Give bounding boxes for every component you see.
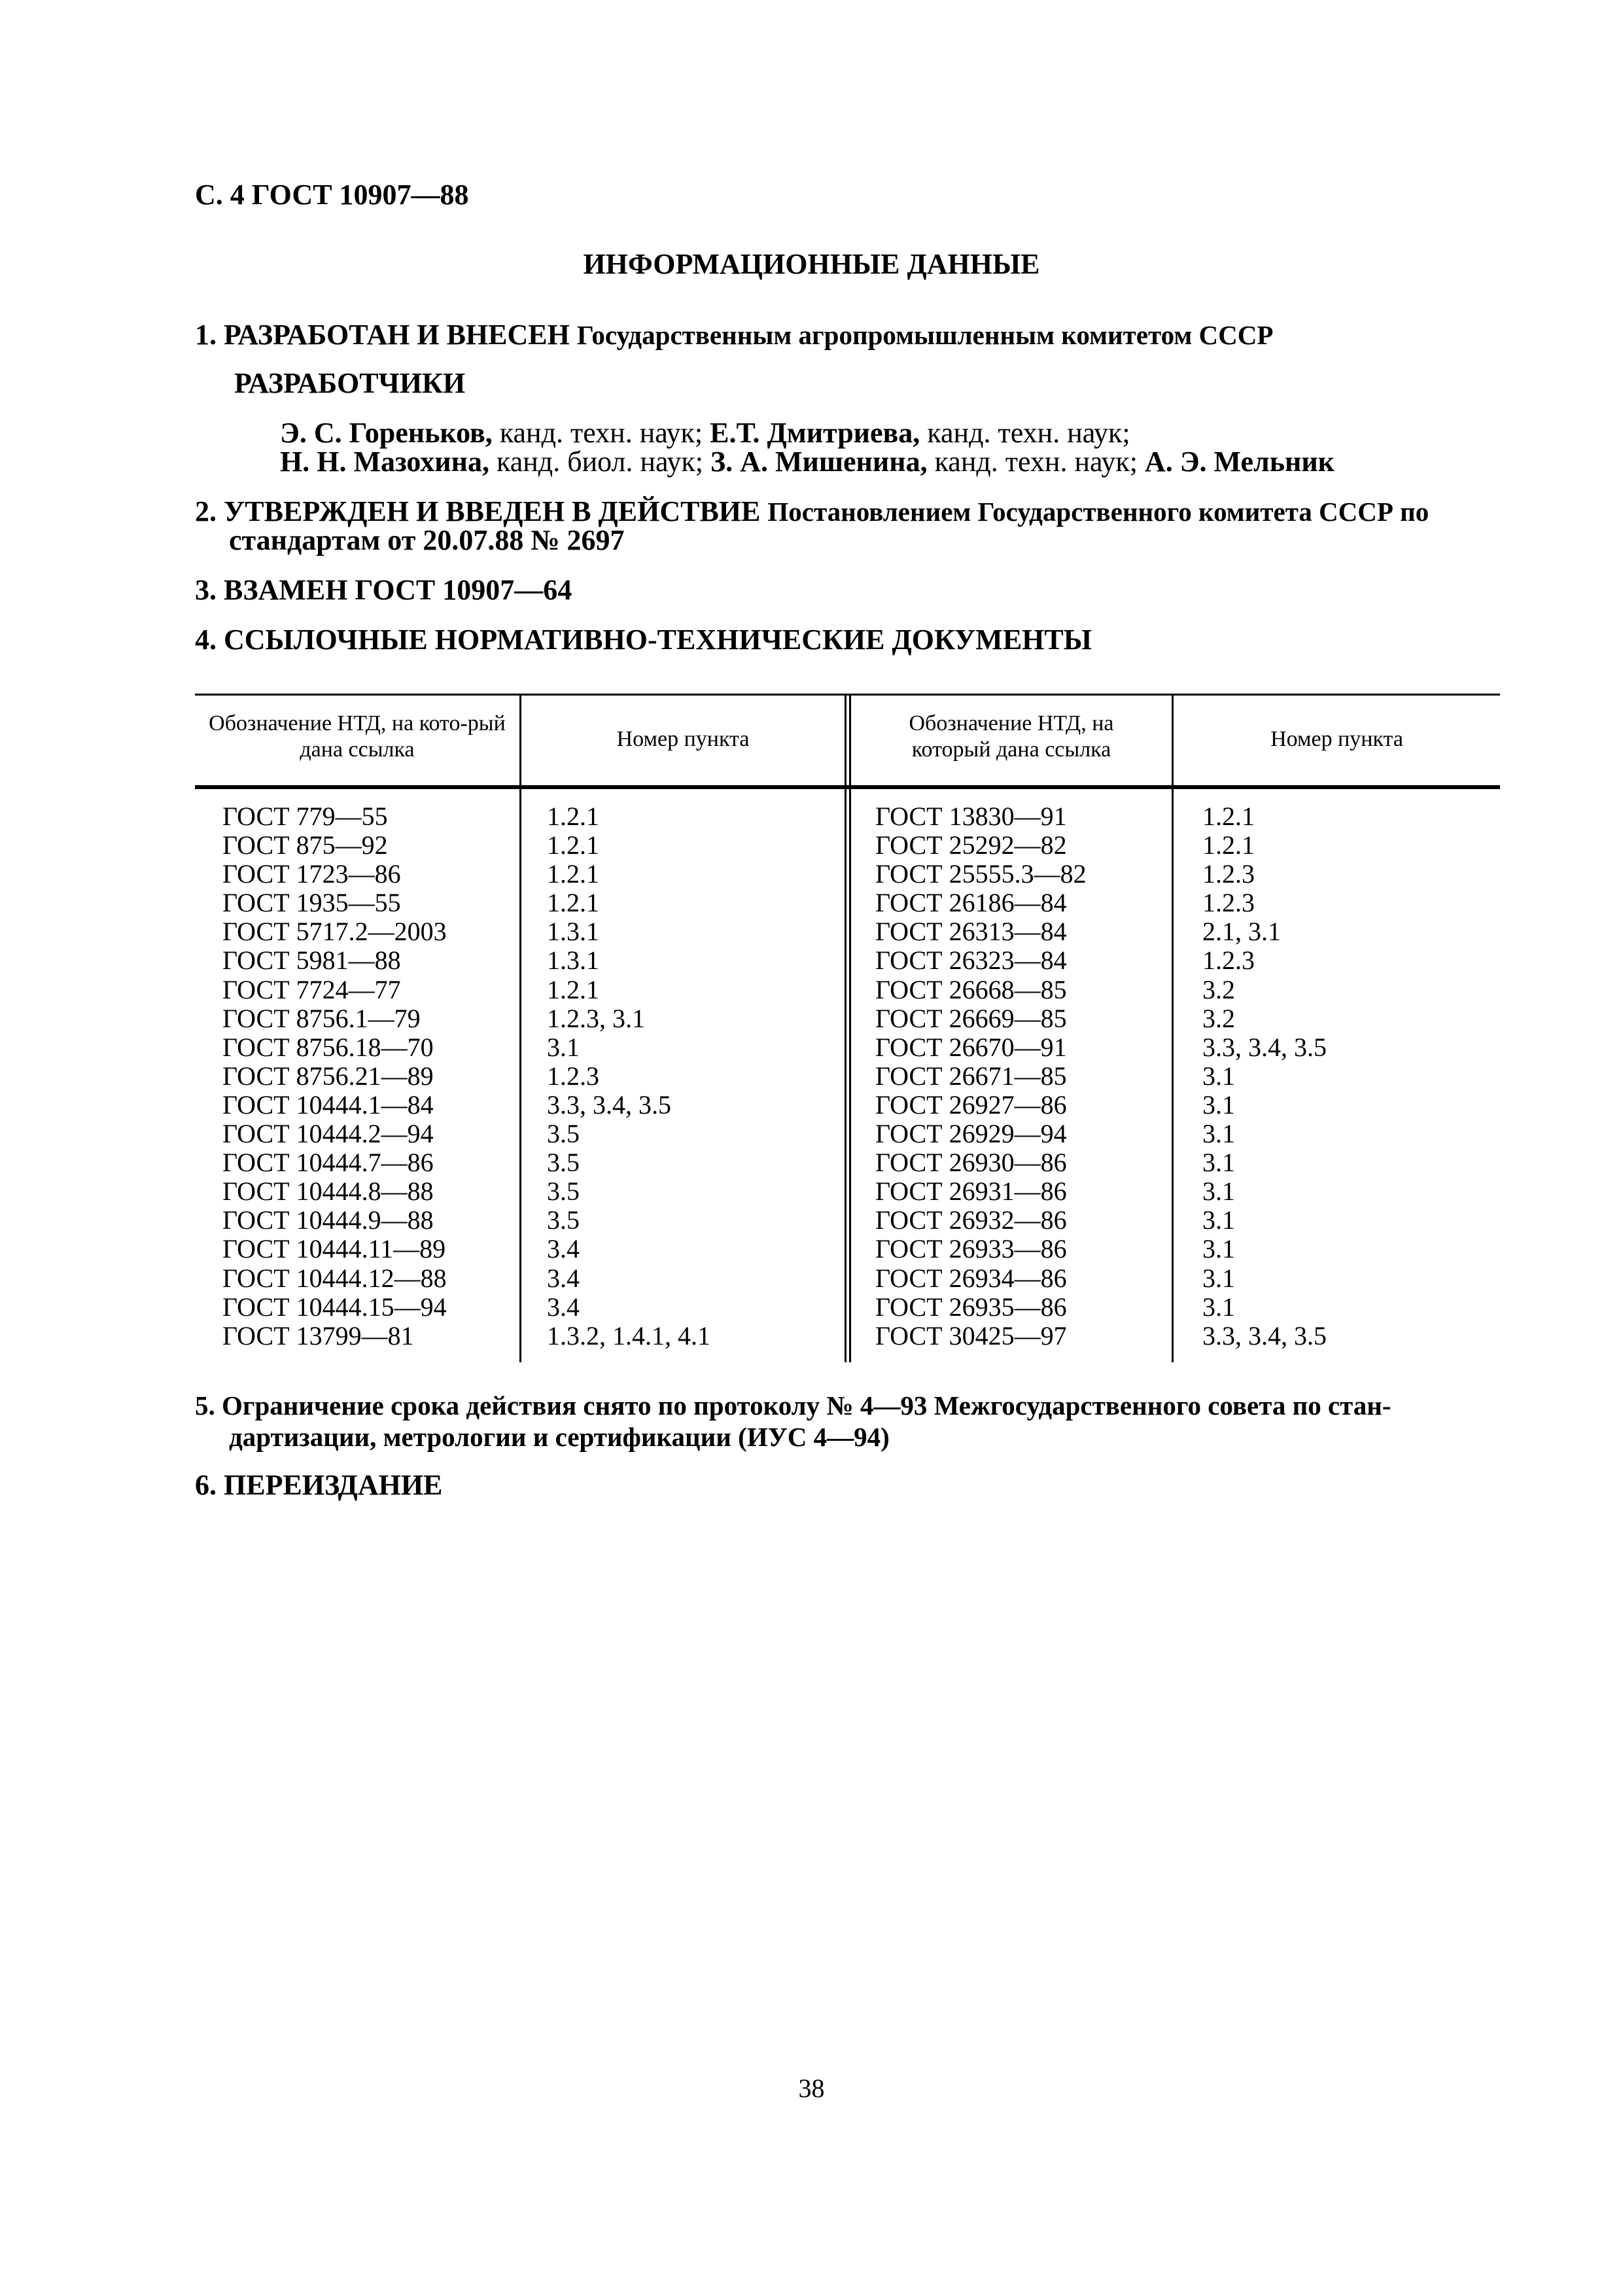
table-cell-num: 3.1 (1202, 1148, 1235, 1178)
developer-degree: канд. биол. наук; (497, 446, 703, 478)
table-cell-num: 1.2.1 (547, 859, 599, 889)
page-title: ИНФОРМАЦИОННЫЕ ДАННЫЕ (583, 248, 1040, 280)
table-cell-ntd: ГОСТ 10444.15—94 (222, 1292, 447, 1322)
header-num-right: Номер пункта (1270, 727, 1403, 751)
table-cell-ntd: ГОСТ 10444.1—84 (222, 1089, 434, 1120)
item-2-text-cont: стандартам от 20.07.88 № 2697 (229, 524, 625, 556)
table-cell-ntd: ГОСТ 26935—86 (875, 1292, 1067, 1322)
table-cell-ntd: ГОСТ 25555.3—82 (875, 859, 1087, 889)
table-cell-num: 1.2.3 (1202, 859, 1255, 889)
table-cell-num: 3.3, 3.4, 3.5 (1202, 1032, 1327, 1062)
table-cell-num: 3.2 (1202, 1003, 1235, 1033)
developer-name: А. Э. Мельник (1144, 446, 1335, 478)
item-5-line-2: дартизации, метрологии и сертификации (ИУС 4—94) (229, 1422, 890, 1452)
item-2-label: 2. УТВЕРЖДЕН И ВВЕДЕН В ДЕЙСТВИЕ (195, 495, 761, 527)
developer-degree: канд. техн. наук; (934, 446, 1138, 478)
table-cell-ntd: ГОСТ 10444.7—86 (222, 1148, 434, 1178)
table-cell-ntd: ГОСТ 26932—86 (875, 1205, 1067, 1235)
table-cell-num: 3.1 (1202, 1089, 1235, 1120)
table-cell-num: 1.3.2, 1.4.1, 4.1 (547, 1320, 710, 1351)
table-cell-ntd: ГОСТ 10444.12—88 (222, 1263, 447, 1293)
item-1-label: 1. РАЗРАБОТАН И ВНЕСЕН (195, 319, 570, 351)
column-left-docs (222, 802, 447, 1351)
table-cell-ntd: ГОСТ 8756.1—79 (222, 1003, 421, 1033)
table-cell-num: 3.1 (1202, 1234, 1235, 1264)
column-left-nums (547, 802, 710, 1351)
item-1 (195, 318, 1273, 351)
table-cell-ntd: ГОСТ 779—55 (222, 802, 388, 831)
table-cell-num: 3.1 (1202, 1263, 1235, 1293)
header-num-left: Номер пункта (616, 727, 750, 751)
table-cell-ntd: ГОСТ 8756.21—89 (222, 1061, 434, 1091)
table-cell-num: 3.1 (1202, 1176, 1235, 1207)
column-divider (845, 694, 846, 1362)
table-cell-num: 3.5 (547, 1176, 580, 1207)
table-cell-num: 3.1 (1202, 1119, 1235, 1149)
table-cell-ntd: ГОСТ 30425—97 (875, 1320, 1067, 1351)
table-cell-ntd: ГОСТ 26323—84 (875, 945, 1067, 976)
table-cell-ntd: ГОСТ 875—92 (222, 830, 388, 860)
reference-table (195, 694, 1500, 1362)
table-cell-num: 1.2.1 (1202, 830, 1255, 860)
table-cell-ntd: ГОСТ 5981—88 (222, 945, 401, 976)
table-cell-num: 1.2.1 (547, 974, 599, 1004)
table-cell-ntd: ГОСТ 1723—86 (222, 859, 401, 889)
table-cell-ntd: ГОСТ 26931—86 (875, 1176, 1067, 1207)
table-cell-num: 3.5 (547, 1205, 580, 1235)
developer-name: Э. С. Гореньков, (280, 417, 493, 449)
table-cell-ntd: ГОСТ 25292—82 (875, 830, 1067, 860)
table-cell-num: 1.2.3 (547, 1061, 599, 1091)
table-cell-ntd: ГОСТ 13799—81 (222, 1320, 414, 1351)
table-cell-ntd: ГОСТ 26670—91 (875, 1032, 1067, 1062)
developer-name: З. А. Мишенина, (710, 446, 928, 478)
table-cell-ntd: ГОСТ 10444.2—94 (222, 1119, 434, 1149)
table-cell-ntd: ГОСТ 13830—91 (875, 802, 1067, 831)
developers-heading: РАЗРАБОТЧИКИ (234, 367, 466, 399)
header-ntd-right: Обозначение НТД, на который дана ссылка (909, 711, 1114, 762)
table-cell-num: 1.2.1 (547, 802, 599, 831)
table-cell-num: 1.2.3 (1202, 888, 1255, 918)
developer-degree: канд. техн. наук; (927, 417, 1130, 449)
table-cell-ntd: ГОСТ 10444.11—89 (222, 1234, 446, 1264)
column-divider (519, 694, 521, 1362)
table-cell-ntd: ГОСТ 26186—84 (875, 888, 1067, 918)
table-cell-ntd: ГОСТ 26933—86 (875, 1234, 1067, 1264)
item-1-text: Государственным агропромышленным комитетом СССР (576, 320, 1274, 350)
table-cell-ntd: ГОСТ 26930—86 (875, 1148, 1067, 1178)
column-right-nums (1202, 802, 1327, 1351)
item-2-text: Постановлением Государственного комитета СССР по (767, 497, 1429, 527)
table-cell-ntd: ГОСТ 10444.9—88 (222, 1205, 434, 1235)
table-cell-num: 3.1 (1202, 1205, 1235, 1235)
table-cell-ntd: ГОСТ 10444.8—88 (222, 1176, 434, 1207)
table-cell-ntd: ГОСТ 26669—85 (875, 1003, 1067, 1033)
table-cell-num: 3.5 (547, 1148, 580, 1178)
table-cell-num: 3.5 (547, 1119, 580, 1149)
table-cell-ntd: ГОСТ 26313—84 (875, 917, 1067, 947)
table-cell-num: 1.2.3, 3.1 (547, 1003, 645, 1033)
table-cell-num: 1.3.1 (547, 945, 599, 976)
table-header-rule (195, 785, 1500, 789)
table-cell-ntd: ГОСТ 8756.18—70 (222, 1032, 434, 1062)
table-cell-ntd: ГОСТ 26929—94 (875, 1119, 1067, 1149)
column-divider (1172, 694, 1174, 1362)
table-cell-ntd: ГОСТ 26671—85 (875, 1061, 1067, 1091)
developer-degree: канд. техн. наук; (499, 417, 703, 449)
header-ntd-left: Обозначение НТД, на кото-рый дана ссылка (209, 711, 506, 762)
column-right-docs (875, 802, 1087, 1351)
item-5-line-1: 5. Ограничение срока действия снято по протоколу № 4—93 Межгосударственного совета по стан- (195, 1390, 1391, 1421)
table-top-rule (195, 694, 1500, 696)
item-6: 6. ПЕРЕИЗДАНИЕ (195, 1469, 443, 1501)
table-cell-num: 1.2.1 (547, 830, 599, 860)
table-cell-num: 3.3, 3.4, 3.5 (1202, 1320, 1327, 1351)
table-cell-num: 3.1 (547, 1032, 580, 1062)
table-cell-num: 3.1 (1202, 1061, 1235, 1091)
table-cell-num: 1.2.3 (1202, 945, 1255, 976)
developer-name: Н. Н. Мазохина, (280, 446, 490, 478)
item-4: 4. ССЫЛОЧНЫЕ НОРМАТИВНО-ТЕХНИЧЕСКИЕ ДОКУМЕНТЫ (195, 624, 1092, 656)
table-cell-ntd: ГОСТ 1935—55 (222, 888, 401, 918)
table-cell-num: 2.1, 3.1 (1202, 917, 1281, 947)
table-cell-ntd: ГОСТ 26934—86 (875, 1263, 1067, 1293)
table-cell-num: 3.4 (547, 1292, 580, 1322)
table-cell-ntd: ГОСТ 5717.2—2003 (222, 917, 447, 947)
page-number: 38 (798, 2074, 825, 2103)
table-cell-num: 3.1 (1202, 1292, 1235, 1322)
developers-line-2 (280, 445, 1335, 478)
table-cell-num: 3.4 (547, 1234, 580, 1264)
table-cell-ntd: ГОСТ 26927—86 (875, 1089, 1067, 1120)
table-cell-num: 1.3.1 (547, 917, 599, 947)
table-cell-num: 1.2.1 (1202, 802, 1255, 831)
table-cell-num: 1.2.1 (547, 888, 599, 918)
table-cell-ntd: ГОСТ 7724—77 (222, 974, 401, 1004)
table-cell-num: 3.4 (547, 1263, 580, 1293)
developer-name: Е.Т. Дмитриева, (710, 417, 920, 449)
item-3: 3. ВЗАМЕН ГОСТ 10907—64 (195, 574, 572, 606)
page-header: С. 4 ГОСТ 10907—88 (195, 179, 469, 211)
table-cell-num: 3.2 (1202, 974, 1235, 1004)
table-cell-num: 3.3, 3.4, 3.5 (547, 1089, 671, 1120)
table-cell-ntd: ГОСТ 26668—85 (875, 974, 1067, 1004)
column-divider (849, 694, 851, 1362)
